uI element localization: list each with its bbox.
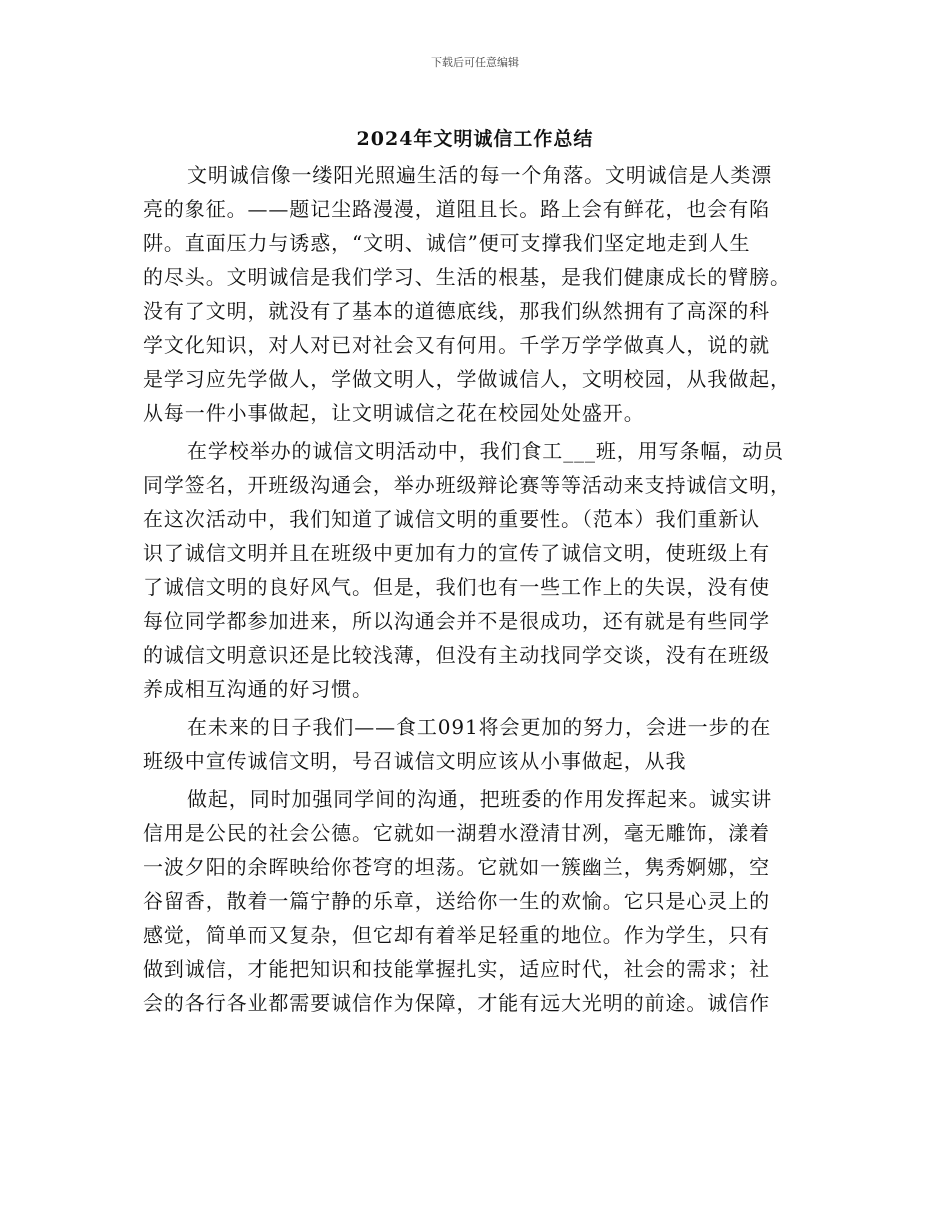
text-line: 没有了文明，就没有了基本的道德底线，那我们纵然拥有了高深的科 (143, 299, 770, 323)
text-line: 养成相互沟通的好习惯。 (143, 677, 373, 701)
text-line: 亮的象征。——题记尘路漫漫，道阻且长。路上会有鲜花，也会有陷 (143, 197, 770, 221)
text-line: 了诚信文明的良好风气。但是，我们也有一些工作上的失误，没有使 (143, 575, 770, 599)
text-line: 一波夕阳的余晖映给你苍穹的坦荡。它就如一簇幽兰，隽秀婀娜，空 (143, 855, 770, 879)
text-line: 班级中宣传诚信文明，号召诚信文明应该从小事做起，从我 (143, 749, 687, 773)
paragraph-1 (143, 158, 813, 430)
text-line: 是学习应先学做人，学做文明人，学做诚信人，文明校园，从我做起， (143, 367, 791, 391)
paragraph-2 (143, 434, 813, 706)
text-line: 文明诚信像一缕阳光照遍生活的每一个角落。文明诚信是人类漂 (187, 163, 773, 187)
text-line: 同学签名，开班级沟通会，举办班级辩论赛等等活动来支持诚信文明， (143, 473, 791, 497)
text-line: 的尽头。文明诚信是我们学习、生活的根基，是我们健康成长的臂膀。 (143, 265, 791, 289)
paragraph-3 (143, 710, 813, 778)
text-line: 做起，同时加强同学间的沟通，把班委的作用发挥起来。诚实讲 (187, 787, 773, 811)
paragraph-4 (143, 782, 813, 1020)
document-body (143, 158, 813, 1020)
text-line: 会的各行各业都需要诚信作为保障，才能有远大光明的前途。诚信作 (143, 991, 770, 1015)
text-line: 感觉，简单而又复杂，但它却有着举足轻重的地位。作为学生，只有 (143, 923, 770, 947)
text-line: 谷留香，散着一篇宁静的乐章，送给你一生的欢愉。它只是心灵上的 (143, 889, 770, 913)
page-header-note: 下载后可任意编辑 (431, 56, 519, 69)
text-line: 信用是公民的社会公德。它就如一湖碧水澄清甘冽，毫无雕饰，漾着 (143, 821, 770, 845)
text-line: 做到诚信，才能把知识和技能掌握扎实，适应时代，社会的需求；社 (143, 957, 770, 981)
text-line: 识了诚信文明并且在班级中更加有力的宣传了诚信文明，使班级上有 (143, 541, 770, 565)
text-line: 在学校举办的诚信文明活动中，我们食工___班，用写条幅，动员 (187, 439, 784, 463)
text-line: 每位同学都参加进来，所以沟通会并不是很成功，还有就是有些同学 (143, 609, 770, 633)
text-line: 学文化知识，对人对已对社会又有何用。千学万学学做真人，说的就 (143, 333, 770, 357)
text-line: 阱。直面压力与诱惑，“文明、诚信”便可支撑我们坚定地走到人生 (143, 231, 751, 255)
text-line: 的诚信文明意识还是比较浅薄，但没有主动找同学交谈，没有在班级 (143, 643, 770, 667)
document-title: 2024年文明诚信工作总结 (356, 128, 594, 150)
text-line: 在这次活动中，我们知道了诚信文明的重要性。（范本）我们重新认 (143, 507, 760, 531)
text-line: 在未来的日子我们——食工091将会更加的努力，会进一步的在 (187, 715, 772, 739)
text-line: 从每一件小事做起，让文明诚信之花在校园处处盛开。 (143, 401, 645, 425)
